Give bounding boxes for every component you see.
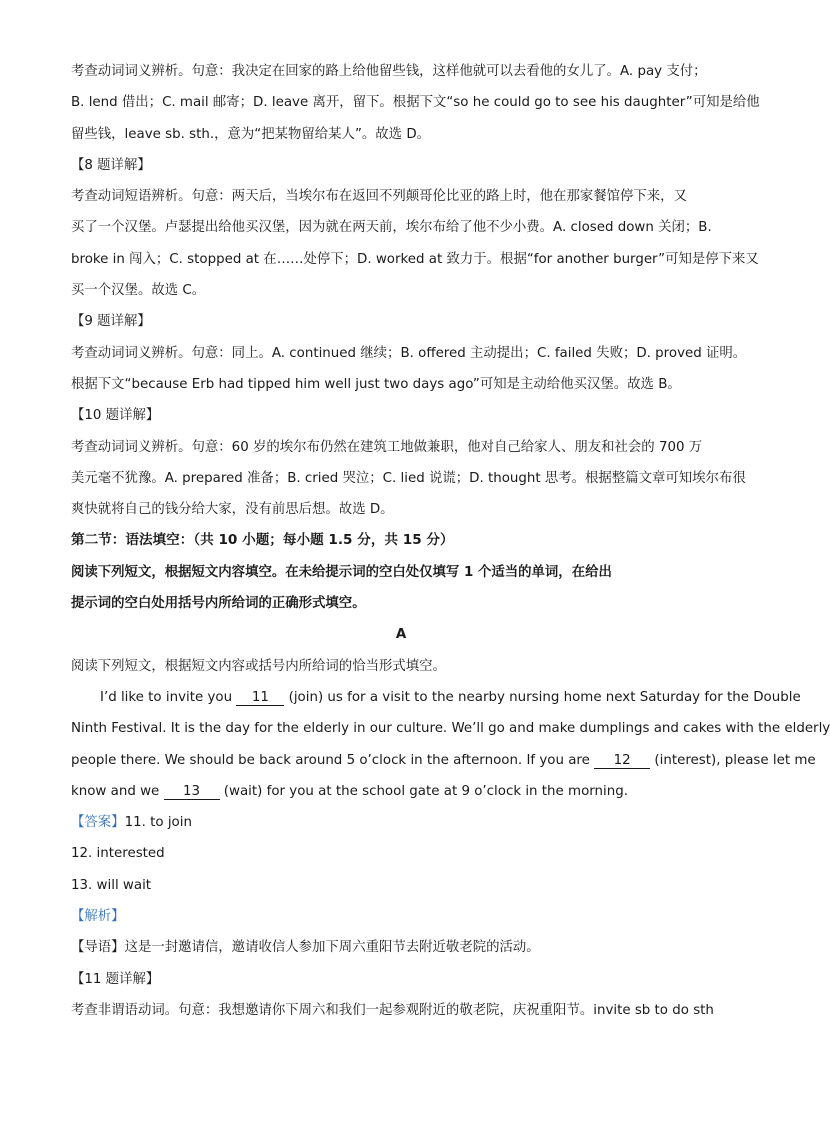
q11-explanation-line: 考查非谓语动词。句意：我想邀请你下周六和我们一起参观附近的敬老院，庆祝重阳节。invite sb to do sth	[71, 1002, 714, 1018]
passage-text: (interest), please let me	[650, 752, 816, 768]
blank-13: 13	[164, 784, 220, 800]
section-title: 第二节：语法填空：（共 10 小题；每小题 1.5 分，共 15 分）	[71, 532, 454, 549]
q7-explanation-line: B. lend 借出；C. mail 邮寄；D. leave 离开，留下。根据下文“so he could go to see his daughter”可知是给他	[71, 95, 760, 111]
passage-text: know and we	[71, 783, 164, 799]
answer-line: 13. will wait	[71, 877, 152, 893]
analysis-label: 【解析】	[71, 909, 125, 925]
q10-explanation-line: 爽快就将自己的钱分给大家，没有前思后想。故选 D。	[71, 502, 394, 518]
q8-heading: 【8 题详解】	[71, 157, 151, 173]
passage-text: (join) us for a visit to the nearby nursing home next Saturday for the Double	[284, 689, 801, 705]
passage-text: (wait) for you at the school gate at 9 o’clock in the morning.	[219, 783, 628, 799]
passage-line	[71, 682, 801, 713]
q8-explanation-line: 买一个汉堡。故选 C。	[71, 283, 206, 299]
q10-explanation-line: 考查动词词义辨析。句意：60 岁的埃尔布仍然在建筑工地做兼职，他对自己给家人、朋友和社会的 700 万	[71, 439, 703, 455]
q10-heading: 【10 题详解】	[71, 408, 160, 424]
q8-explanation-line: 考查动词短语辨析。句意：两天后，当埃尔布在返回不列颠哥伦比亚的路上时，他在那家餐馆停下来，又	[71, 189, 687, 205]
passage-line	[71, 776, 731, 807]
q11-heading: 【11 题详解】	[71, 971, 160, 987]
q7-explanation-line: 考查动词词义辨析。句意：我决定在回家的路上给他留些钱，这样他就可以去看他的女儿了。A. pay 支付；	[71, 64, 707, 79]
guide-line	[71, 932, 731, 963]
q10-explanation-line: 美元毫不犹豫。A. prepared 准备；B. cried 哭泣；C. lied 说谎；D. thought 思考。根据整篇文章可知埃尔布很	[71, 470, 746, 486]
q9-heading: 【9 题详解】	[71, 314, 151, 330]
passage-line: Ninth Festival. It is the day for the elderly in our culture. We’ll go and make dumplings and cakes with the elderly	[71, 721, 830, 737]
q7-explanation-line: 留些钱，leave sb. sth.，意为“把某物留给某人”。故选 D。	[71, 126, 431, 142]
part-instructions: 阅读下列短文，根据短文内容或括号内所给词的恰当形式填空。	[71, 658, 446, 674]
section-instructions: 阅读下列短文，根据短文内容填空。在未给提示词的空白处仅填写 1 个适当的单词，在给出	[71, 564, 612, 580]
document-page	[71, 56, 830, 1026]
answer-label: 【答案】	[71, 815, 125, 831]
section-instructions: 提示词的空白处用括号内所给词的正确形式填空。	[71, 596, 366, 612]
answer-line: 12. interested	[71, 846, 165, 862]
blank-11: 11	[236, 690, 284, 706]
part-label: A	[395, 627, 407, 643]
answer-text: 11. to join	[124, 815, 192, 831]
passage-text: people there. We should be back around 5 o’clock in the afternoon. If you are	[71, 752, 595, 768]
blank-12: 12	[594, 753, 650, 769]
passage-text: I’d like to invite you	[100, 689, 237, 705]
guide-label: 【导语】	[71, 940, 125, 956]
q8-explanation-line: 买了一个汉堡。卢瑟提出给他买汉堡，因为就在两天前，埃尔布给了他不少小费。A. closed down 关闭；B.	[71, 220, 712, 236]
q9-explanation-line: 考查动词词义辨析。句意：同上。A. continued 继续；B. offered 主动提出；C. failed 失败；D. proved 证明。	[71, 345, 747, 361]
answer-line	[71, 807, 731, 838]
q8-explanation-line: broke in 闯入；C. stopped at 在……处停下；D. worked at 致力于。根据“for another burger”可知是停下来又	[71, 251, 759, 267]
passage-line	[71, 745, 816, 776]
q9-explanation-line: 根据下文“because Erb had tipped him well just two days ago”可知是主动给他买汉堡。故选 B。	[71, 376, 681, 392]
guide-text: 这是一封邀请信，邀请收信人参加下周六重阳节去附近敬老院的活动。	[124, 940, 540, 956]
